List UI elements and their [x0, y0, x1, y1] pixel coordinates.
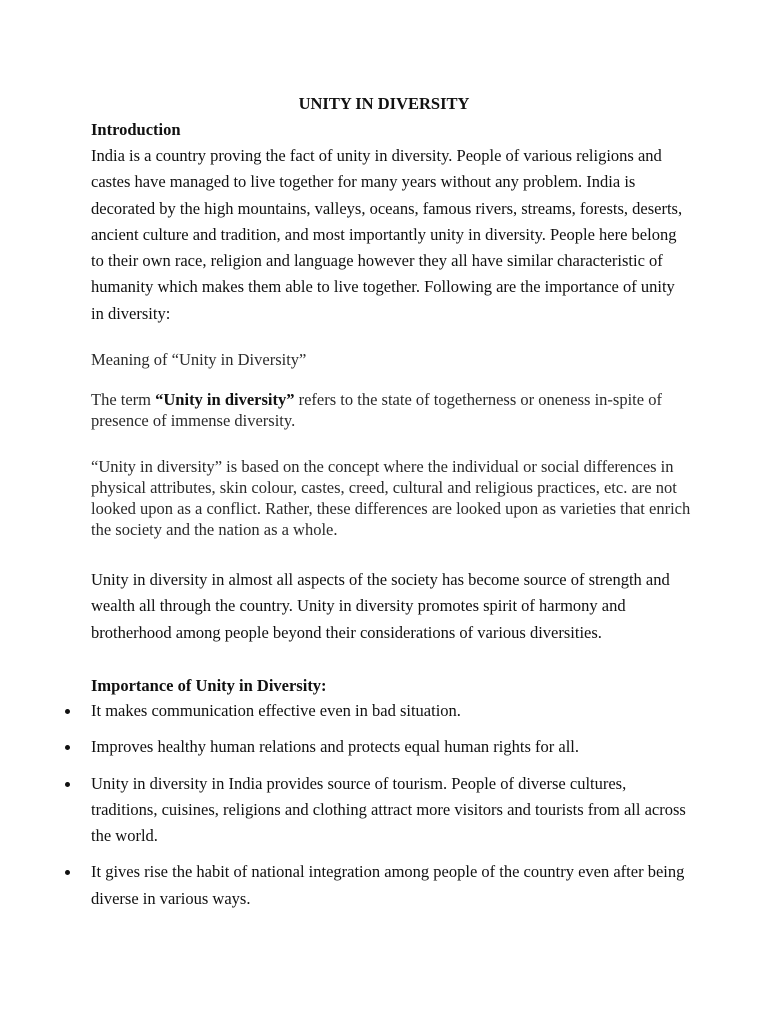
importance-heading: Importance of Unity in Diversity:	[91, 676, 327, 695]
bullet-icon	[65, 782, 70, 787]
term-suffix: refers to the state of togetherness or oneness in-spite of presence of immense diversity.	[91, 390, 662, 430]
list-item-text: It gives rise the habit of national integration among people of the country even after being diverse in various ways.	[91, 862, 685, 908]
document-title: UNITY IN DIVERSITY	[298, 94, 470, 113]
list-item	[0, 698, 691, 724]
meaning-heading: Meaning of “Unity in Diversity”	[91, 350, 307, 369]
bullet-icon	[65, 870, 70, 875]
concept-paragraph: “Unity in diversity” is based on the concept where the individual or social differences in physical attributes, skin colour, castes, creed, cultural and religious practices, etc. are not looked upon as a conflict. Rather, these differences are looked upon as varieties that enrich the society and the nation as a whole.	[91, 457, 691, 539]
list-item	[0, 734, 691, 760]
strength-paragraph: Unity in diversity in almost all aspects of the society has become source of strength and wealth all through the country. Unity in diversity promotes spirit of harmony and brotherhood among people beyond their considerations of various diversities.	[91, 570, 670, 642]
term-bold: “Unity in diversity”	[155, 390, 295, 409]
importance-list	[0, 698, 768, 912]
list-item	[0, 859, 691, 912]
term-prefix: The term	[91, 390, 156, 409]
list-item-text: Improves healthy human relations and protects equal human rights for all.	[91, 737, 579, 757]
term-paragraph	[91, 389, 691, 431]
list-item-text: Unity in diversity in India provides source of tourism. People of diverse cultures, traditions, cuisines, religions and clothing attract more visitors and tourists from all across the world.	[91, 773, 686, 846]
intro-heading: Introduction	[91, 120, 181, 139]
list-item	[0, 771, 691, 850]
list-item-text: It makes communication effective even in bad situation.	[91, 701, 461, 720]
bullet-icon	[65, 745, 70, 750]
bullet-icon	[65, 709, 70, 714]
intro-paragraph: India is a country proving the fact of unity in diversity. People of various religions and castes have managed to live together for many years without any problem. India is decorated by the high mountains, valleys, oceans, famous rivers, streams, forests, deserts, ancient culture and tradition, and most importantly unity in diversity. People here belong to their own race, religion and language however they all have similar characteristic of humanity which makes them able to live together. Following are the importance of unity in diversity:	[91, 146, 683, 323]
